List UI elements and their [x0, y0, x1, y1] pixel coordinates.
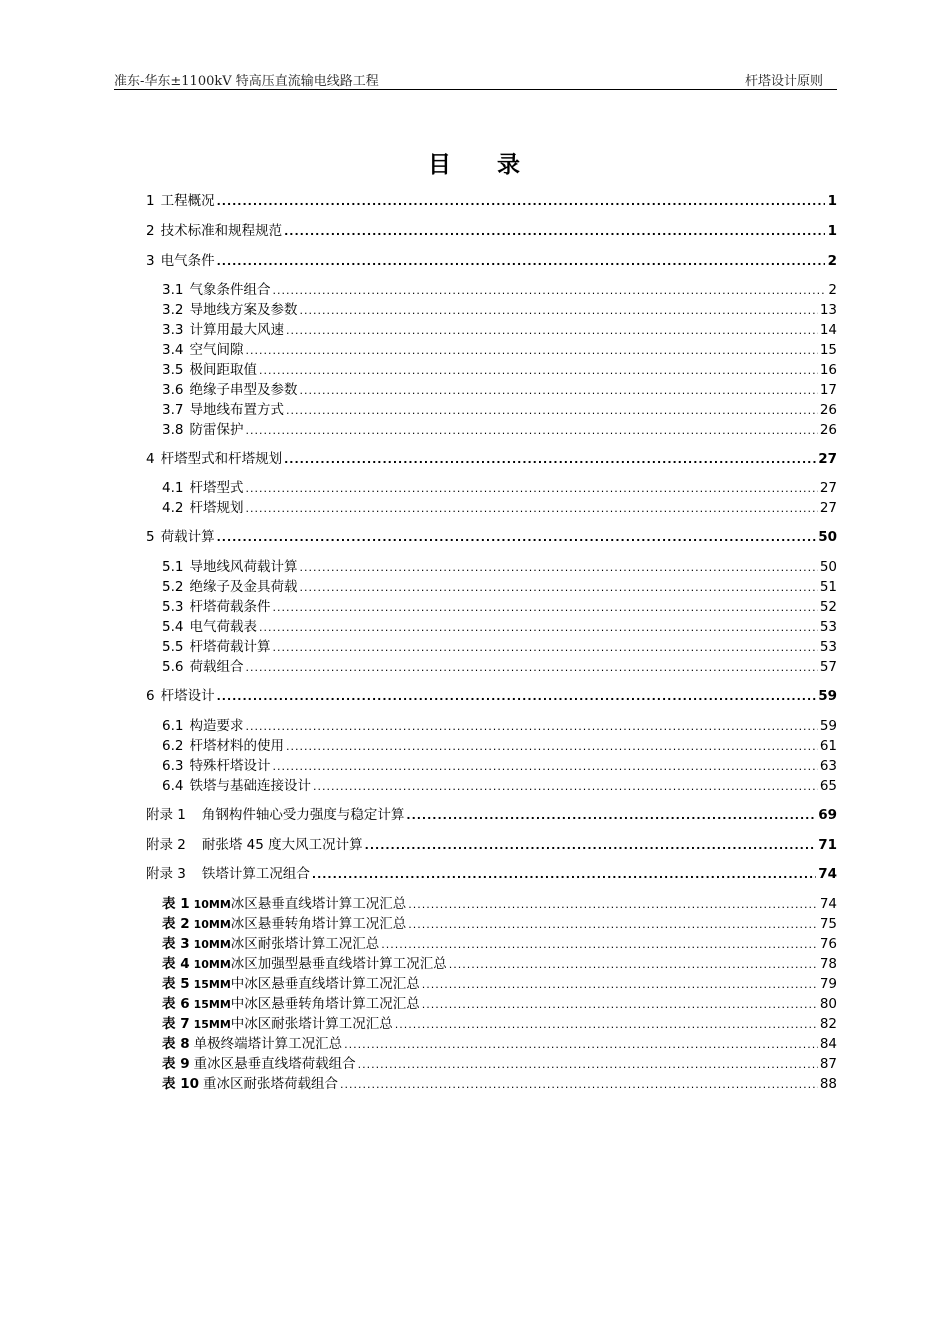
toc-entry[interactable]: 4 杆塔型式和杆塔规划 ..... 27 [146, 449, 837, 469]
toc-table-entry[interactable]: 表 8 单极终端塔计算工况汇总 ..... 84 [162, 1034, 837, 1054]
toc-subentry[interactable]: 6.4 铁塔与基础连接设计 ..... 65 [162, 776, 837, 796]
toc-subentry[interactable]: 3.2 导地线方案及参数 ..... 13 [162, 300, 837, 320]
toc-subentry[interactable]: 4.2 杆塔规划 ..... 27 [162, 498, 837, 518]
toc-table-entry[interactable]: 表 6 15MM 中冰区悬垂转角塔计算工况汇总 ..... 80 [162, 994, 837, 1014]
toc-title: 目 录 [428, 152, 522, 178]
toc-subentry[interactable]: 5.6 荷载组合 ..... 57 [162, 657, 837, 677]
toc-table-entry[interactable]: 表 9 重冰区悬垂直线塔荷载组合 ..... 87 [162, 1054, 837, 1074]
header-section-title: 杆塔设计原则 [744, 74, 823, 89]
toc-table-entry[interactable]: 表 7 15MM 中冰区耐张塔计算工况汇总 ..... 82 [162, 1014, 837, 1034]
toc-entry[interactable]: 2 技术标准和规程规范 ..... 1 [146, 221, 837, 241]
toc-table-entry[interactable]: 表 4 10MM 冰区加强型悬垂直线塔计算工况汇总 ..... 78 [162, 954, 837, 974]
toc-entry[interactable]: 1 工程概况 ..... 1 [146, 191, 837, 211]
toc-subentry[interactable]: 3.7 导地线布置方式 ..... 26 [162, 400, 837, 420]
toc-subentry[interactable]: 6.2 杆塔材料的使用 ..... 61 [162, 736, 837, 756]
toc-subentry[interactable]: 5.4 电气荷载表 ..... 53 [162, 617, 837, 637]
toc-entry[interactable]: 5 荷载计算 ..... 50 [146, 527, 837, 547]
toc-subentry[interactable]: 4.1 杆塔型式 ..... 27 [162, 478, 837, 498]
page-header [114, 69, 837, 90]
toc-subentry[interactable]: 6.3 特殊杆塔设计 ..... 63 [162, 756, 837, 776]
toc-subentry[interactable]: 5.2 绝缘子及金具荷载 ..... 51 [162, 577, 837, 597]
toc-table-entry[interactable]: 表 3 10MM 冰区耐张塔计算工况汇总 ..... 76 [162, 934, 837, 954]
toc-subentry[interactable]: 3.5 极间距取值 ..... 16 [162, 360, 837, 380]
toc-subentry[interactable]: 3.6 绝缘子串型及参数 ..... 17 [162, 380, 837, 400]
toc-subentry[interactable]: 5.3 杆塔荷载条件 ..... 52 [162, 597, 837, 617]
toc-table-entry[interactable]: 表 10 重冰区耐张塔荷载组合 ..... 88 [162, 1074, 837, 1094]
toc-subentry[interactable]: 5.1 导地线风荷载计算 ..... 50 [162, 557, 837, 577]
toc-subentry[interactable]: 3.3 计算用最大风速 ..... 14 [162, 320, 837, 340]
toc-appendix[interactable]: 附录 2 耐张塔 45 度大风工况计算 ..... 71 [146, 835, 837, 855]
toc-appendix[interactable]: 附录 1 角钢构件轴心受力强度与稳定计算 ..... 69 [146, 805, 837, 825]
toc-entry[interactable]: 6 杆塔设计 ..... 59 [146, 686, 837, 706]
toc-subentry[interactable]: 3.8 防雷保护 ..... 26 [162, 420, 837, 440]
toc-subentry[interactable]: 3.4 空气间隙 ..... 15 [162, 340, 837, 360]
header-project-title: 准东-华东±1100kV 特高压直流输电线路工程 [114, 74, 379, 89]
toc-entry[interactable]: 3 电气条件 ..... 2 [146, 251, 837, 271]
toc-table-entry[interactable]: 表 1 10MM 冰区悬垂直线塔计算工况汇总 ..... 74 [162, 894, 837, 914]
toc-table-entry[interactable]: 表 5 15MM 中冰区悬垂直线塔计算工况汇总 ..... 79 [162, 974, 837, 994]
toc-subentry[interactable]: 3.1 气象条件组合 ..... 2 [162, 280, 837, 300]
toc-appendix[interactable]: 附录 3 铁塔计算工况组合 ..... 74 [146, 864, 837, 884]
toc-subentry[interactable]: 6.1 构造要求 ..... 59 [162, 716, 837, 736]
toc-table-entry[interactable]: 表 2 10MM 冰区悬垂转角塔计算工况汇总 ..... 75 [162, 914, 837, 934]
toc-subentry[interactable]: 5.5 杆塔荷载计算 ..... 53 [162, 637, 837, 657]
